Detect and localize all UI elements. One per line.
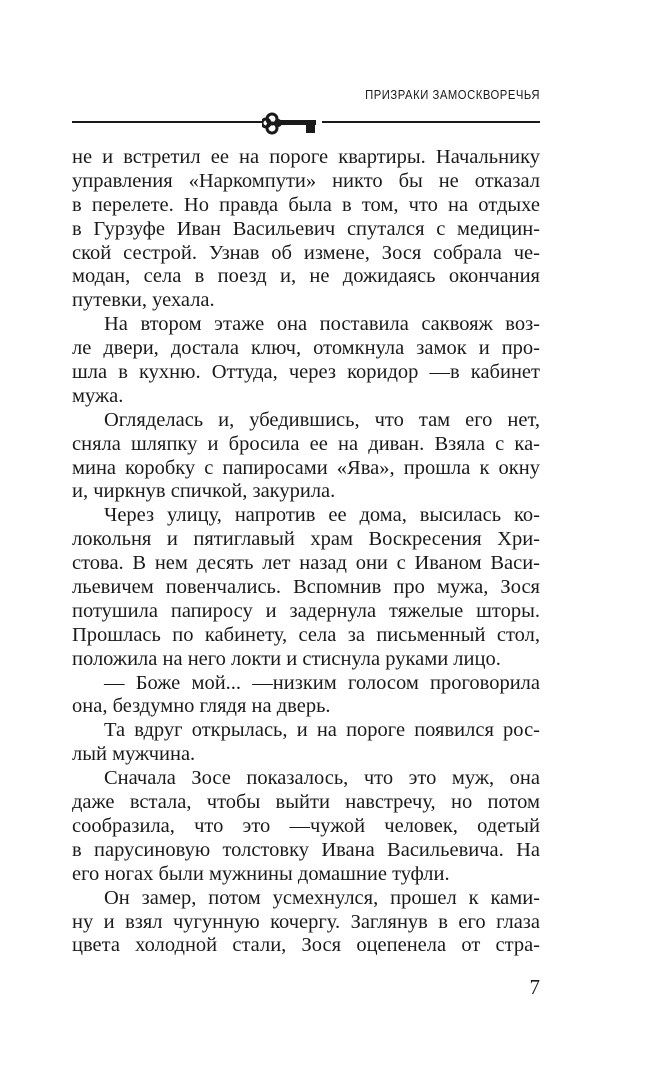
text-line: мина коробку с папиросами «Ява», прошла к окну: [72, 456, 540, 479]
text-line: льевичем повенчались. Вспомнив про мужа, Зося: [72, 576, 540, 599]
text-line: — Боже мой... —низким голосом проговорила: [104, 671, 540, 694]
text-line: модан, села в поезд и, не дожидаясь окончания: [72, 265, 540, 288]
text-line: путевки, уехала.: [72, 289, 215, 312]
text-line: в перелете. Но правда была в том, что на отдыхе: [72, 193, 540, 216]
text-line: управления «Наркомпути» никто бы не отказал: [72, 169, 540, 192]
text-line: шла в кухню. Оттуда, через коридор —в кабинет: [72, 361, 540, 384]
text-line: Та вдруг открылась, и на пороге появился рос-: [104, 719, 540, 742]
text-line: его ногах были мужнины домашние туфли.: [72, 862, 450, 885]
text-line: положила на него локти и стиснула руками лицо.: [72, 647, 501, 670]
text-line: Он замер, потом усмехнулся, прошел к ками-: [104, 886, 540, 909]
text-line: она, бездумно глядя на дверь.: [72, 695, 331, 718]
text-line: не и встретил ее на пороге квартиры. Начальнику: [72, 146, 540, 168]
text-line: стова. В нем десять лет назад они с Иваном Васи-: [72, 552, 540, 575]
text-line: потушила папиросу и задернула тяжелые шторы.: [72, 599, 540, 622]
text-line: На втором этаже она поставила саквояж воз-: [104, 313, 540, 336]
key-icon: [262, 110, 322, 136]
text-line: сняла шляпку и бросила ее на диван. Взяла с ка-: [72, 432, 540, 455]
text-line: Через улицу, напротив ее дома, высилась ко-: [104, 504, 540, 527]
page-number: 7: [529, 975, 540, 999]
text-line: сообразила, что это —чужой человек, одетый: [72, 814, 540, 837]
text-line: цвета холодной стали, Зося оцепенела от стра-: [72, 934, 540, 957]
text-line: в парусиновую толстовку Ивана Васильевича. На: [72, 838, 540, 861]
running-title: ПРИЗРАКИ ЗАМОСКВОРЕЧЬЯ: [365, 88, 540, 102]
text-line: ской сестрой. Узнав об измене, Зося собрала че-: [72, 241, 540, 264]
text-line: локольня и пятиглавый храм Воскресения Хри-: [72, 528, 540, 551]
text-line: ну и взял чугунную кочергу. Заглянув в его глаза: [72, 910, 540, 933]
text-line: мужа.: [72, 384, 124, 407]
page-body-text: [72, 146, 540, 958]
text-line: даже встала, чтобы выйти навстречу, но потом: [72, 791, 540, 814]
text-line: Прошлась по кабинету, села за письменный стол,: [72, 623, 540, 646]
text-line: Огляделась и, убедившись, что там его нет,: [104, 408, 540, 431]
text-line: лый мужчина.: [72, 743, 196, 766]
text-line: в Гурзуфе Иван Васильевич спутался с медицин-: [72, 217, 540, 240]
text-line: ле двери, достала ключ, отомкнула замок и про-: [72, 337, 540, 360]
text-line: Сначала Зосе показалось, что это муж, она: [104, 767, 540, 790]
text-line: и, чиркнув спичкой, закурила.: [72, 480, 336, 503]
